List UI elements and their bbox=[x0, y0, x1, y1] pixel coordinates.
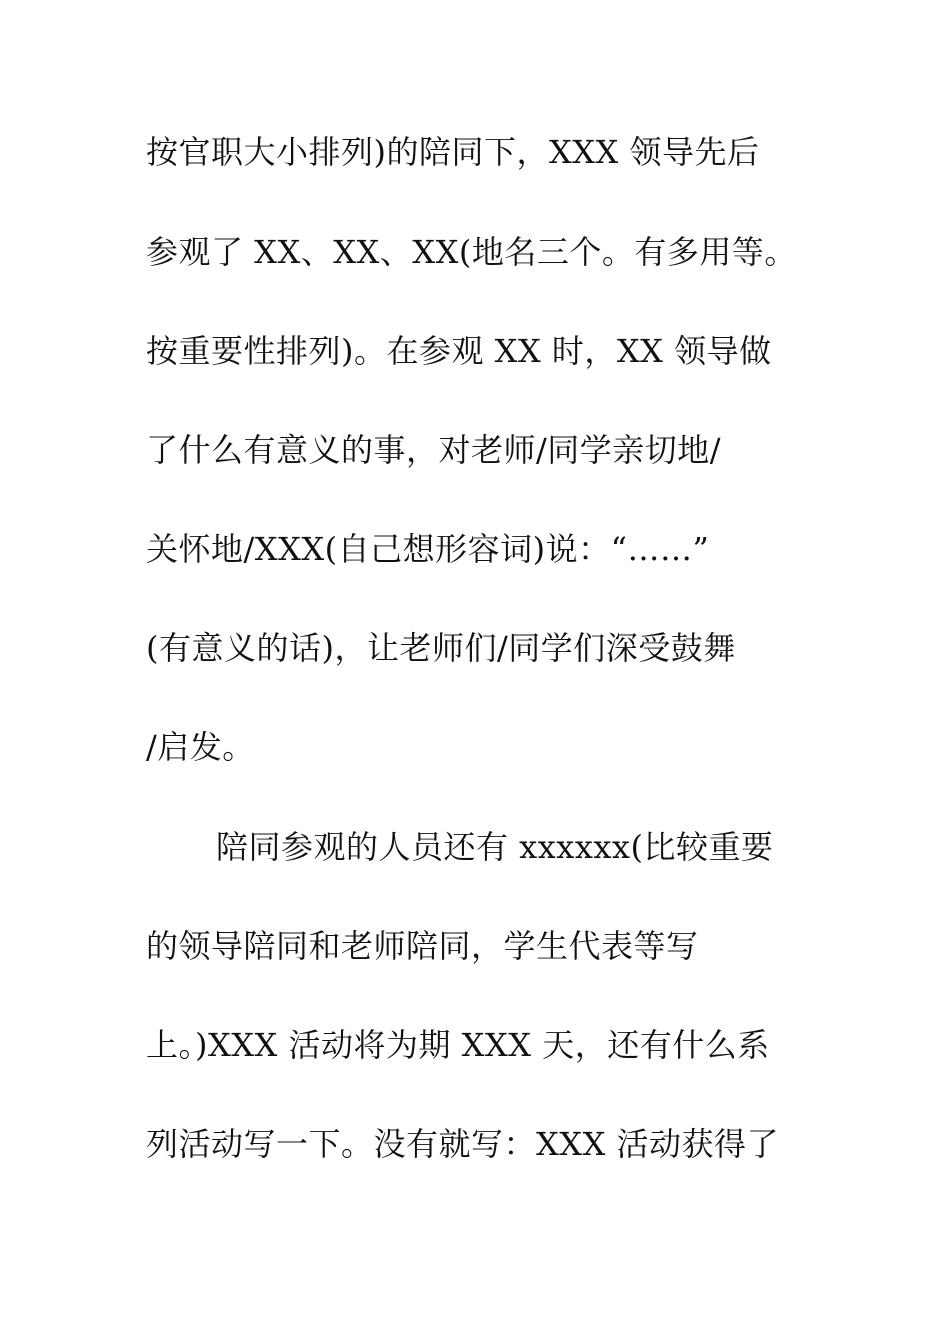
paragraph-line: 陪同参观的人员还有 xxxxxx(比较重要 bbox=[216, 828, 774, 866]
paragraph-line: 按官职大小排列)的陪同下，XXX 领导先后 bbox=[146, 133, 760, 171]
paragraph-line: 的领导陪同和老师陪同，学生代表等写 bbox=[146, 927, 699, 965]
paragraph-line: 上。)XXX 活动将为期 XXX 天，还有什么系 bbox=[146, 1026, 770, 1064]
paragraph-line: 按重要性排列)。在参观 XX 时，XX 领导做 bbox=[146, 332, 772, 370]
paragraph-line: /启发。 bbox=[146, 728, 255, 766]
paragraph-line: 关怀地/XXX(自己想形容词)说：“……” bbox=[146, 530, 710, 568]
paragraph-line: 列活动写一下。没有就写：XXX 活动获得了 bbox=[146, 1125, 780, 1163]
paragraph-line: 了什么有意义的事，对老师/同学亲切地/ bbox=[146, 431, 722, 469]
paragraph-line: 参观了 XX、XX、XX(地名三个。有多用等。 bbox=[146, 233, 797, 271]
paragraph-line: (有意义的话)，让老师们/同学们深受鼓舞 bbox=[146, 629, 736, 667]
